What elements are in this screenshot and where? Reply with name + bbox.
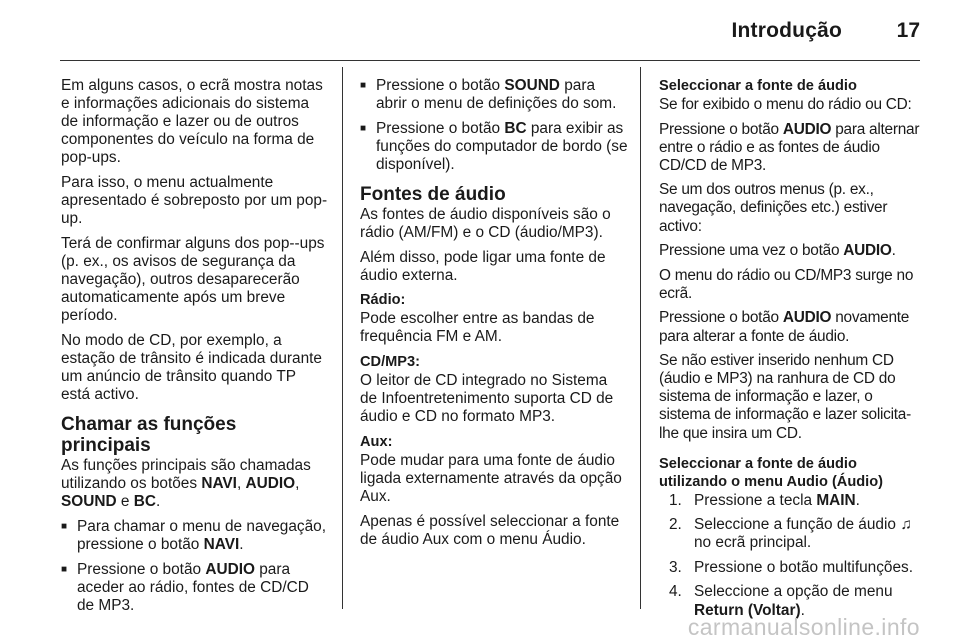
paragraph: Se for exibido o menu do rádio ou CD:: [659, 96, 912, 113]
column-3: [659, 77, 927, 626]
button-name: AUDIO: [205, 560, 255, 578]
paragraph: Apenas é possível seleccionar a fonte de áudio Aux com o menu Áudio.: [360, 512, 620, 548]
numbered-list: [659, 492, 927, 620]
paragraph: Pode mudar para uma fonte de áudio ligada externamente através da opção Aux.: [360, 451, 622, 505]
button-name: BC: [504, 119, 527, 137]
page-header: [0, 0, 960, 60]
list-item: ■ Para chamar o menu de navegação, pressione o botão NAVI.: [61, 518, 329, 554]
sub-heading: CD/MP3:: [360, 354, 420, 371]
list-item: ■ Pressione o botão BC para exibir as funções do computador de bordo (se disponível).: [360, 120, 628, 174]
column-divider-2: [640, 67, 641, 609]
button-name: AUDIO: [843, 242, 892, 260]
list-item: 3. Pressione o botão multifunções.: [669, 558, 914, 576]
paragraph: Pressione o botão AUDIO novamente para alterar a fonte de áudio.: [659, 309, 910, 345]
button-name: BC: [133, 493, 156, 511]
button-name: SOUND: [61, 493, 117, 511]
page-number: 17: [896, 19, 920, 42]
column-divider-1: [342, 67, 343, 609]
paragraph: As fontes de áudio disponíveis são o rádio (AM/FM) e o CD (áudio/MP3).: [360, 205, 611, 242]
list-item: 1. Pressione a tecla MAIN.: [669, 491, 860, 509]
paragraph: Pressione uma vez o botão AUDIO.: [659, 242, 896, 260]
section-heading: Fontes de áudio: [360, 183, 506, 205]
button-name: AUDIO: [245, 475, 296, 493]
sub-heading: Seleccionar a fonte de áudio: [659, 78, 857, 94]
list-item: ■ Pressione o botão AUDIO para aceder ao rádio, fontes de CD/CD de MP3.: [61, 561, 329, 615]
button-name: NAVI: [203, 535, 240, 553]
button-name: NAVI: [201, 475, 237, 493]
sub-heading: Aux:: [360, 433, 393, 450]
paragraph: Para isso, o menu actualmente apresentado é sobreposto por um pop-up.: [61, 173, 328, 228]
list-item: 4. Seleccione a opção de menu Return (Voltar).: [669, 583, 893, 619]
list-item: 2. Seleccione a função de áudio ♫ no ecrã principal.: [669, 516, 912, 552]
bullet-list: [360, 77, 628, 174]
header-rule: [60, 60, 920, 61]
music-note-icon: ♫: [900, 516, 912, 534]
list-item: ■ Pressione o botão SOUND para abrir o menu de definições do som.: [360, 77, 628, 113]
bullet-list: [61, 518, 329, 615]
paragraph: As funções principais são chamadas utilizando os botões NAVI, AUDIO, SOUND e BC.: [61, 457, 311, 511]
column-2: [360, 77, 628, 555]
button-name: MAIN: [816, 491, 856, 509]
paragraph: Além disso, pode ligar uma fonte de áudio externa.: [360, 248, 606, 284]
paragraph: No modo de CD, por exemplo, a estação de trânsito é indicada durante um anúncio de trânsito quando TP está activo.: [61, 331, 322, 403]
sub-heading: Seleccionar a fonte de áudio utilizando o menu Audio (Áudio): [659, 455, 884, 490]
watermark: carmanualsonline.info: [687, 614, 920, 640]
button-name: SOUND: [504, 77, 560, 94]
paragraph: Pressione o botão AUDIO para alternar entre o rádio e as fontes de áudio CD/CD de MP3.: [659, 120, 920, 174]
paragraph: Se não estiver inserido nenhum CD (áudio e MP3) na ranhura de CD do sistema de informação e lazer, o sistema de informação e lazer solicita-lhe que insira um CD.: [659, 352, 911, 442]
paragraph: O leitor de CD integrado no Sistema de Infoentretenimento suporta CD de áudio e CD no formato MP3.: [360, 372, 614, 426]
paragraph: Terá de confirmar alguns dos pop--ups (p. ex., os avisos de segurança da navegação), outros desaparecerão automaticamente após um breve período.: [61, 234, 325, 325]
column-1: [61, 77, 329, 621]
paragraph: Em alguns casos, o ecrã mostra notas e informações adicionais do sistema de informação e lazer ou de outros componentes do veículo na forma de pop-ups.: [61, 77, 323, 167]
menu-option-name: Return (Voltar): [694, 601, 801, 619]
paragraph: Se um dos outros menus (p. ex., navegação, definições etc.) estiver activo:: [659, 181, 888, 235]
button-name: AUDIO: [782, 309, 832, 327]
paragraph: O menu do rádio ou CD/MP3 surge no ecrã.: [659, 266, 914, 302]
paragraph: Pode escolher entre as bandas de frequência FM e AM.: [360, 310, 595, 346]
section-title: Introdução: [731, 19, 842, 42]
section-heading: Chamar as funções principais: [61, 414, 237, 457]
sub-heading: Rádio:: [360, 292, 406, 309]
button-name: AUDIO: [782, 120, 832, 138]
